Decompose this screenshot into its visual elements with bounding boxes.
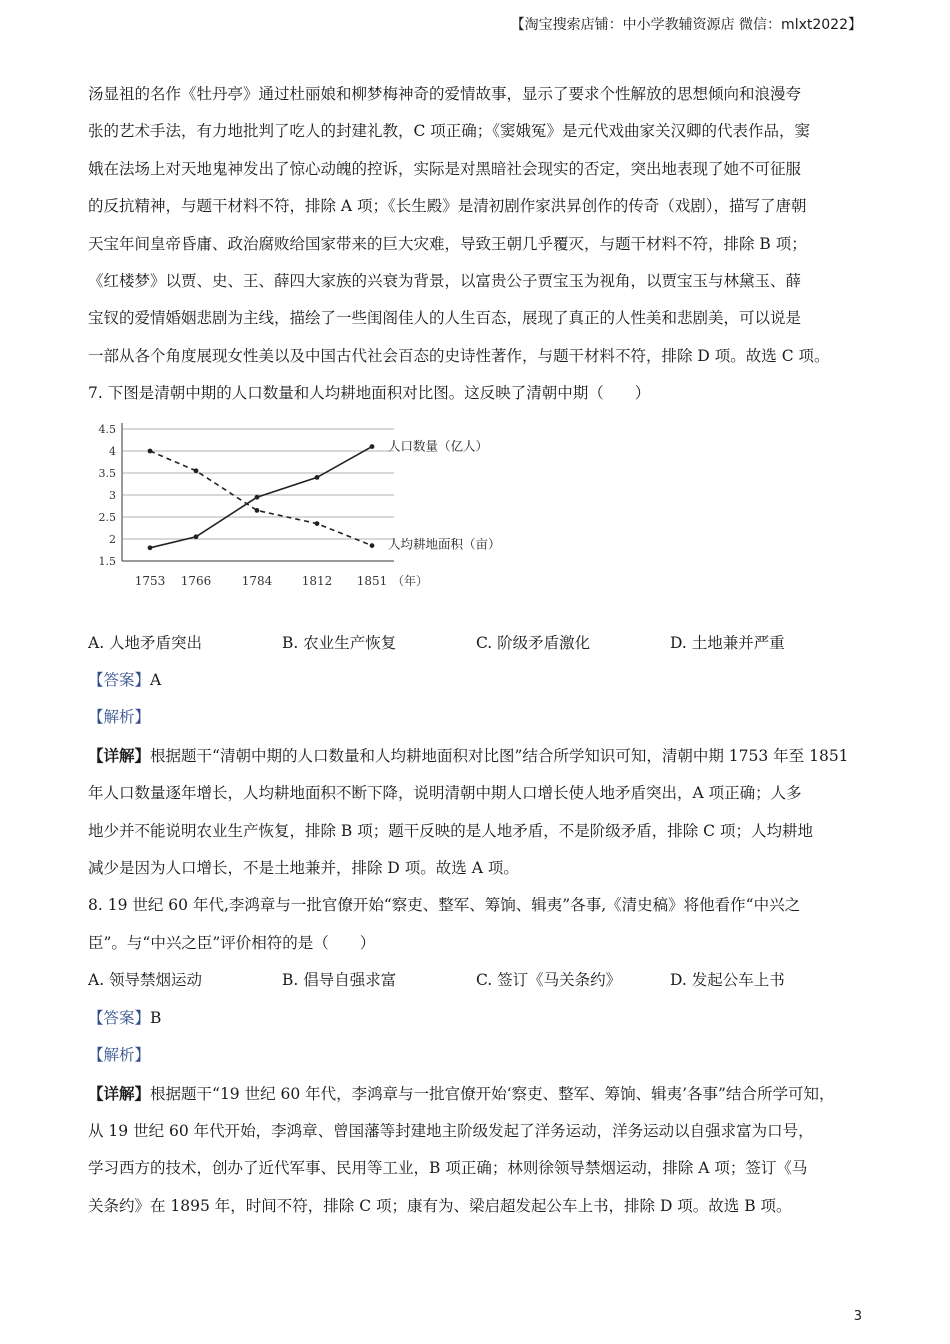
- legend-label: 人均耕地面积（亩）: [388, 536, 501, 552]
- detail-line: 从 19 世纪 60 年代开始，李鸿章、曾国藩等封建地主阶级发起了洋务运动，洋务运动以自强求富为口号，: [88, 1121, 814, 1140]
- detail-line: 减少是因为人口增长，不是土地兼并，排除 D 项。故选 A 项。: [88, 859, 519, 878]
- detail-line: 学习西方的技术，创办了近代军事、民用等工业，B 项正确；林则徐领导禁烟运动，排除 A 项；签订《马: [88, 1159, 808, 1178]
- question-7-stem: 7. 下图是清朝中期的人口数量和人均耕地面积对比图。这反映了清朝中期（ ）: [88, 384, 651, 403]
- question-7: [88, 375, 864, 887]
- y-tick-label: 3.5: [98, 466, 116, 480]
- option-d: D. 土地兼并严重: [670, 633, 785, 652]
- y-tick-label: 2.5: [98, 510, 116, 524]
- population-farmland-chart: [88, 417, 864, 621]
- data-point: [370, 444, 375, 449]
- data-point: [148, 448, 153, 453]
- option-a: A. 领导禁烟运动: [88, 971, 203, 990]
- question-8-stem-line: 臣”。与“中兴之臣”评价相符的是（ ）: [88, 933, 376, 952]
- answer-label: 【答案】: [88, 1008, 151, 1027]
- detail-line: 地少并不能说明农业生产恢复，排除 B 项；题干反映的是人地矛盾，不是阶级矛盾，排除 C 项；人均耕地: [88, 821, 813, 840]
- data-point: [315, 521, 320, 526]
- header-note: 【淘宝搜索店铺：中小学教辅资源店 微信：mlxt2022】: [510, 17, 862, 33]
- analysis-line: 一部从各个角度展现女性美以及中国古代社会百态的史诗性著作，与题干材料不符，排除 D 项。故选 C 项。: [88, 346, 830, 365]
- option-d: D. 发起公车上书: [670, 971, 785, 990]
- answer-row: [88, 662, 864, 699]
- y-tick-label: 4.5: [98, 422, 116, 436]
- data-point: [194, 468, 199, 473]
- option-c: C. 阶级矛盾激化: [476, 633, 591, 652]
- detail-line: [88, 737, 864, 775]
- x-tick-label: 1812: [301, 573, 333, 588]
- option-b: B. 农业生产恢复: [282, 633, 397, 652]
- y-tick-label: 1.5: [98, 554, 116, 568]
- data-point: [255, 494, 260, 499]
- detail-line: [88, 1075, 864, 1113]
- detail-text: 根据题干“19 世纪 60 年代，李鸿章与一批官僚开始‘察吏、整军、筹饷、辑夷’各事”结合所学可知，: [150, 1084, 835, 1103]
- question-8: [88, 887, 864, 1225]
- option-a: A. 人地矛盾突出: [88, 633, 203, 652]
- analysis-label: 【解析】: [88, 708, 151, 727]
- detail-line: 年人口数量逐年增长，人均耕地面积不断下降，说明清朝中期人口增长使人地矛盾突出，A 项正确；人多: [88, 784, 802, 803]
- page-content: [88, 76, 864, 1225]
- data-point: [194, 534, 199, 539]
- data-point: [255, 508, 260, 513]
- detail-line: 关条约》在 1895 年，时间不符，排除 C 项；康有为、梁启超发起公车上书，排除 D 项。故选 B 项。: [88, 1196, 792, 1215]
- x-tick-label: 1784: [241, 573, 273, 588]
- data-point: [315, 475, 320, 480]
- analysis-label: 【解析】: [88, 1046, 151, 1065]
- x-tick-label: 1851: [356, 573, 388, 588]
- legend-label: 人口数量（亿人）: [388, 438, 489, 454]
- analysis-line: 的反抗精神，与题干材料不符，排除 A 项；《长生殿》是清初剧作家洪昇创作的传奇（戏剧），描写了唐朝: [88, 197, 807, 216]
- answer-label: 【答案】: [88, 671, 151, 690]
- y-tick-label: 4: [109, 444, 116, 458]
- page-number: 3: [853, 1309, 862, 1324]
- question-8-stem-line: 8. 19 世纪 60 年代,李鸿章与一批官僚开始“察吏、整军、筹饷、辑夷”各事,《清史稿》将他看作“中兴之: [88, 896, 801, 915]
- data-point: [148, 545, 153, 550]
- x-tick-label: 1753: [134, 573, 166, 588]
- previous-analysis: [88, 76, 864, 375]
- question-8-options: [88, 962, 864, 999]
- answer-value: B: [150, 1008, 162, 1027]
- detail-label: 【详解】: [88, 1083, 151, 1103]
- analysis-line: 娥在法场上对天地鬼神发出了惊心动魄的控诉，实际是对黑暗社会现实的否定，突出地表现了她不可征服: [88, 159, 802, 178]
- answer-value: A: [150, 671, 162, 690]
- analysis-line: 《红楼梦》以贾、史、王、薛四大家族的兴衰为背景，以富贵公子贾宝玉为视角，以贾宝玉与林黛玉、薛: [88, 272, 802, 291]
- y-tick-label: 2: [109, 532, 116, 546]
- analysis-line: 宝钗的爱情婚姻悲剧为主线，描绘了一些闺阁佳人的人生百态，展现了真正的人性美和悲剧美，可以说是: [88, 309, 802, 328]
- analysis-line: 张的艺术手法，有力地批判了吃人的封建礼教，C 项正确；《窦娥冤》是元代戏曲家关汉卿的代表作品，窦: [88, 122, 811, 141]
- question-7-options: [88, 625, 864, 662]
- detail-text: 根据题干“清朝中期的人口数量和人均耕地面积对比图”结合所学知识可知，清朝中期 1753 年至 1851: [150, 746, 849, 765]
- analysis-line: 天宝年间皇帝昏庸、政治腐败给国家带来的巨大灾难，导致王朝几乎覆灭，与题干材料不符，排除 B 项；: [88, 234, 807, 253]
- x-axis-label: （年）: [392, 573, 429, 588]
- y-tick-label: 3: [109, 488, 116, 502]
- option-b: B. 倡导自强求富: [282, 971, 397, 990]
- option-c: C. 签订《马关条约》: [476, 971, 622, 990]
- x-tick-label: 1766: [180, 573, 212, 588]
- answer-row: [88, 1000, 864, 1037]
- chart-svg: [84, 417, 544, 621]
- data-point: [370, 543, 375, 548]
- analysis-line: 汤显祖的名作《牡丹亭》通过杜丽娘和柳梦梅神奇的爱情故事，显示了要求个性解放的思想倾向和浪漫夸: [88, 85, 802, 103]
- detail-label: 【详解】: [88, 745, 151, 765]
